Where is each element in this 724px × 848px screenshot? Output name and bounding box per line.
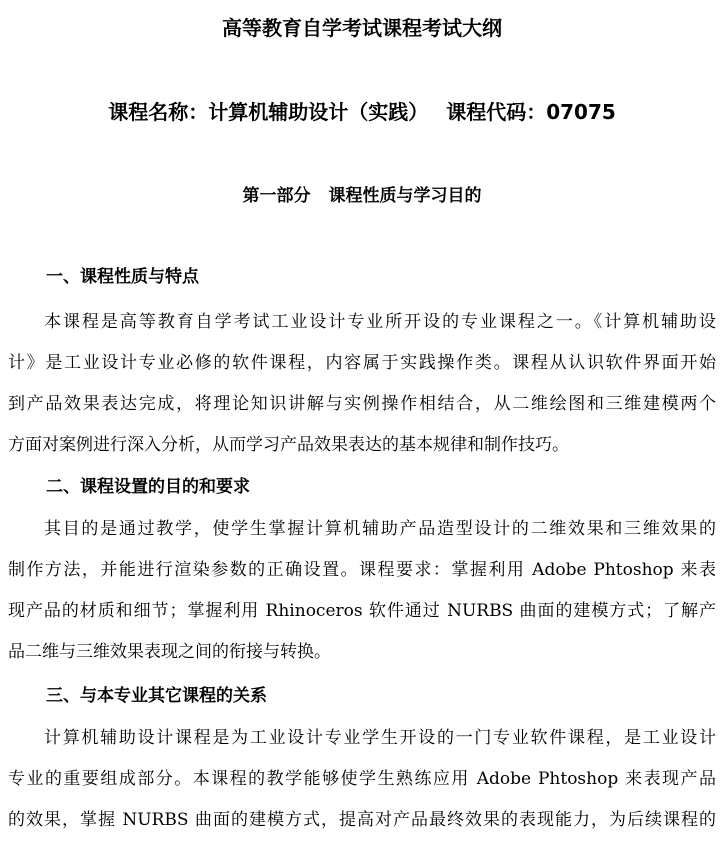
paragraph-line: 方面对案例进行深入分析，从而学习产品效果表达的基本规律和制作技巧。 xyxy=(8,435,569,455)
paragraph-line: 计算机辅助设计课程是为工业设计专业学生开设的一门专业软件课程，是工业设计 xyxy=(44,728,716,748)
course-name: 课程名称：计算机辅助设计（实践） xyxy=(108,100,429,124)
paragraph-line: 制作方法，并能进行渲染参数的正确设置。课程要求：掌握利用 Adobe Phtoshop 来表 xyxy=(8,560,716,580)
course-info xyxy=(0,97,724,127)
paragraph-line: 到产品效果表达完成，将理论知识讲解与实例操作相结合，从二维绘图和三维建模两个 xyxy=(8,394,716,414)
document-title: 高等教育自学考试课程考试大纲 xyxy=(222,16,502,40)
course-code: 课程代码：07075 xyxy=(446,100,616,124)
paragraph-line: 计》是工业设计专业必修的软件课程，内容属于实践操作类。课程从认识软件界面开始 xyxy=(8,353,716,373)
part-heading xyxy=(0,183,724,209)
section-heading-2: 二、课程设置的目的和要求 xyxy=(46,477,250,497)
section-heading-3: 三、与本专业其它课程的关系 xyxy=(46,686,267,706)
paragraph-line: 品二维与三维效果表现之间的衔接与转换。 xyxy=(8,642,331,662)
part-title: 课程性质与学习目的 xyxy=(328,186,482,206)
paragraph-line: 现产品的材质和细节；掌握利用 Rhinoceros 软件通过 NURBS 曲面的建模方式；了解产 xyxy=(8,601,716,621)
section-heading-1: 一、课程性质与特点 xyxy=(46,267,199,287)
paragraph-line: 专业的重要组成部分。本课程的教学能够使学生熟练应用 Adobe Phtoshop 来表现产品 xyxy=(8,769,716,789)
paragraph-line: 其目的是通过教学，使学生掌握计算机辅助产品造型设计的二维效果和三维效果的 xyxy=(44,519,716,539)
part-label: 第一部分 xyxy=(242,186,311,206)
paragraph-line: 本课程是高等教育自学考试工业设计专业所开设的专业课程之一。《计算机辅助设 xyxy=(44,312,716,332)
section-paragraph-1 xyxy=(8,309,716,473)
section-paragraph-2 xyxy=(8,516,716,680)
paragraph-line: 的效果，掌握 NURBS 曲面的建模方式，提高对产品最终效果的表现能力，为后续课程的 xyxy=(8,810,716,830)
